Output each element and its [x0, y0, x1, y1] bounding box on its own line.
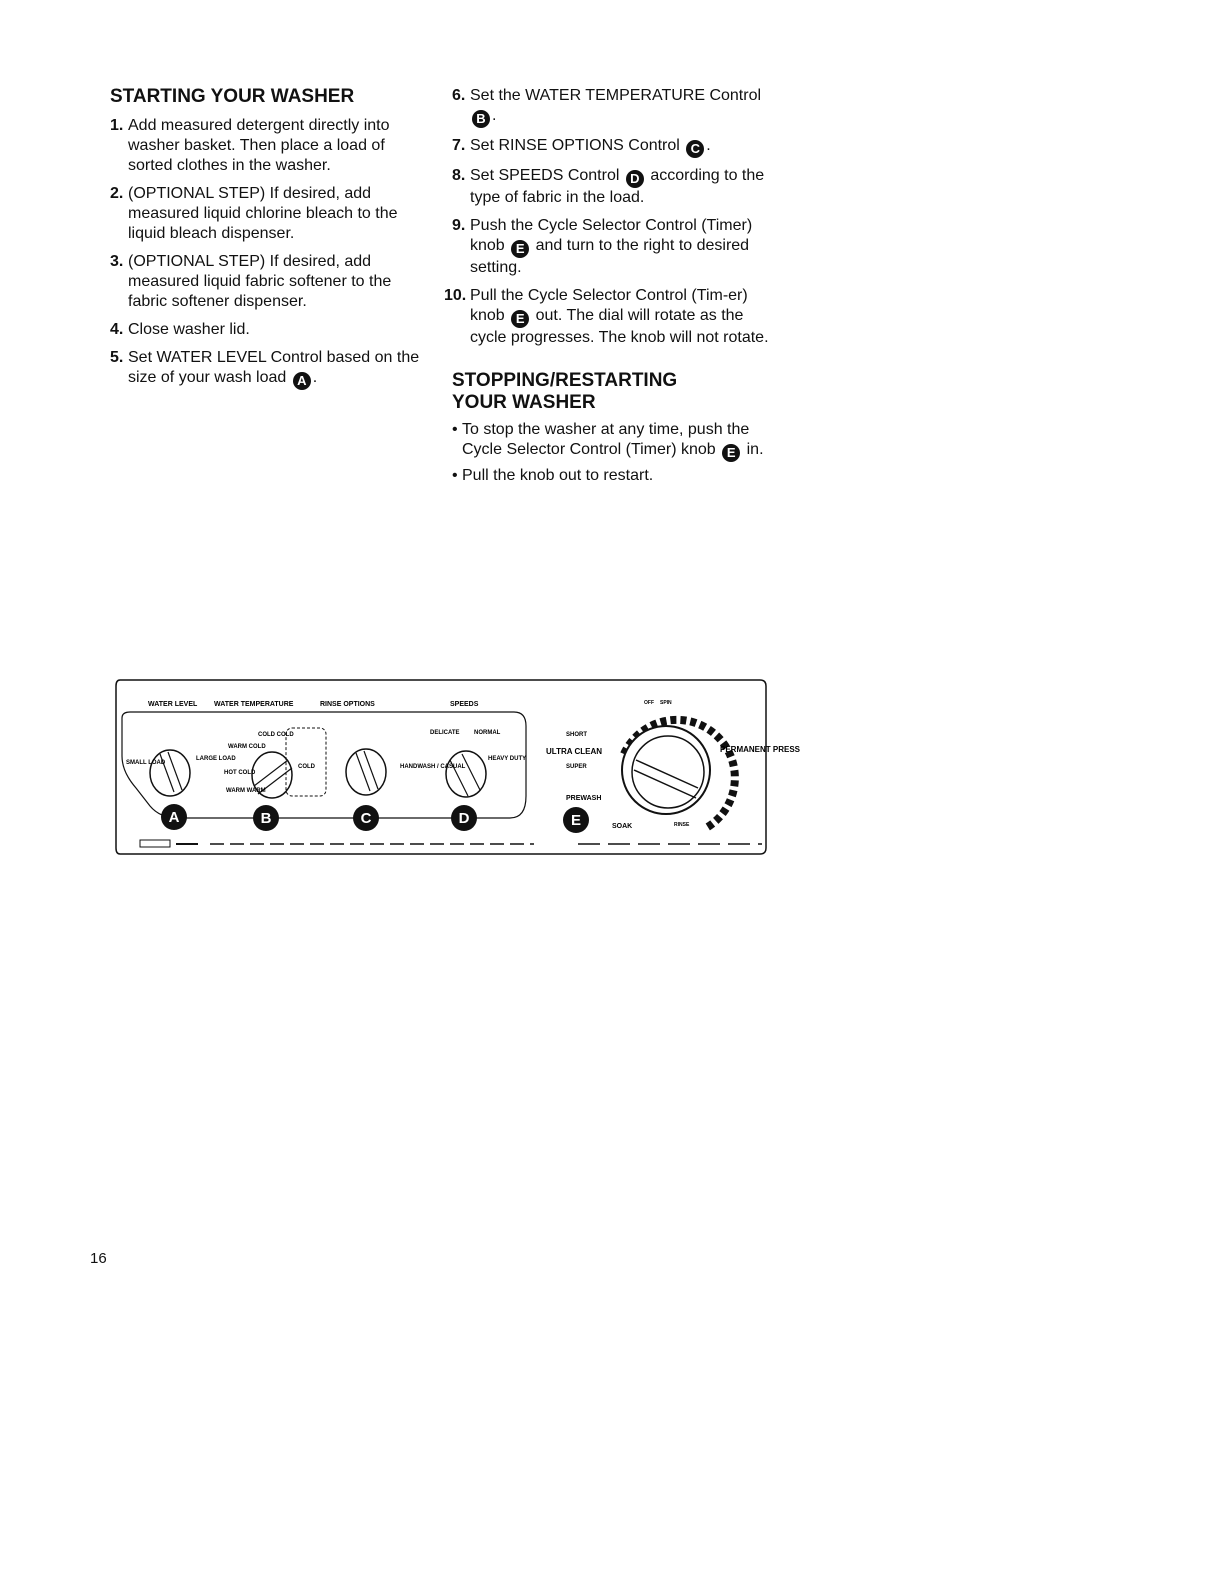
step-number: 10. — [444, 287, 467, 304]
step-number: 4. — [110, 321, 124, 338]
step-5 — [110, 348, 430, 390]
badge-e-icon: E — [722, 444, 740, 462]
control-panel-svg — [114, 676, 801, 858]
section-heading-starting: STARTING YOUR WASHER — [110, 86, 355, 107]
stopping-bullets — [452, 420, 782, 486]
step-8 — [452, 166, 782, 208]
label-warm-cold: WARM COLD — [228, 744, 266, 750]
step-tail: out. The dial will rotate as the cycle progresses. The knob will not rotate. — [470, 307, 769, 346]
step-tail: . — [312, 369, 318, 386]
rinse-options-knob[interactable] — [346, 749, 386, 795]
stopping-section — [452, 370, 782, 486]
badge-c — [353, 805, 379, 831]
cycle-selector-dial[interactable] — [622, 720, 735, 828]
svg-text:E: E — [570, 812, 582, 829]
badge-e-icon: E — [511, 310, 529, 328]
label-super: SUPER — [566, 764, 587, 770]
step-number: 9. — [452, 217, 466, 234]
badge-a-icon: A — [293, 372, 311, 390]
step-text: Add measured detergent directly into washer basket. Then place a load of sorted clothes in the washer. — [128, 117, 390, 174]
label-ultra-clean: ULTRA CLEAN — [546, 747, 602, 756]
section-heading-stopping — [452, 370, 782, 414]
step-tail: according to the type of fabric in the load. — [470, 167, 765, 206]
step-text: (OPTIONAL STEP) If desired, add measured liquid chlorine bleach to the liquid bleach dispenser. — [128, 185, 398, 242]
badge-d-icon: D — [626, 170, 644, 188]
step-tail: . — [492, 107, 497, 124]
step-6 — [452, 86, 782, 128]
right-column — [444, 86, 782, 490]
step-3 — [110, 252, 430, 312]
label-off: OFF — [644, 700, 654, 706]
step-1 — [110, 116, 430, 176]
continuing-steps-list — [444, 86, 782, 348]
step-text: Set the WATER TEMPERATURE Control — [470, 87, 762, 104]
label-prewash: PREWASH — [566, 795, 602, 802]
bullet-text: Pull the knob out to restart. — [462, 467, 654, 484]
bullet-item — [452, 420, 782, 462]
water-level-knob[interactable] — [150, 750, 190, 796]
badge-d — [451, 805, 477, 831]
badge-e-icon: E — [511, 240, 529, 258]
step-number: 8. — [452, 167, 466, 184]
label-warm-warm: WARM WARM — [226, 788, 266, 794]
control-panel-illustration — [114, 676, 801, 858]
step-number: 3. — [110, 253, 124, 270]
badge-e — [563, 807, 589, 833]
svg-text:C: C — [360, 810, 372, 827]
step-4 — [110, 320, 430, 340]
label-rinse-options: RINSE OPTIONS — [320, 701, 375, 708]
step-text: Pull the Cycle Selector Control (Tim-er) knob — [470, 287, 748, 324]
panel-bottom-strip — [140, 840, 762, 847]
label-normal: NORMAL — [474, 730, 501, 736]
heading-line-1: STOPPING/RESTARTING — [452, 370, 678, 391]
heading-line-2: YOUR WASHER — [452, 392, 596, 413]
label-cold: COLD — [298, 764, 315, 770]
step-7 — [452, 136, 782, 158]
label-heavy-duty: HEAVY DUTY — [488, 756, 527, 762]
speeds-knob[interactable] — [446, 751, 486, 797]
label-hot-cold: HOT COLD — [224, 770, 256, 776]
temp-bracket — [286, 728, 326, 796]
bullet-item — [452, 466, 782, 486]
bullet-tail: in. — [746, 441, 764, 458]
step-text: Set WATER LEVEL Control based on the size of your wash load — [128, 349, 420, 386]
badge-a — [161, 804, 187, 830]
label-water-level: WATER LEVEL — [148, 701, 198, 708]
step-tail: . — [706, 137, 711, 154]
label-small-load: SMALL LOAD — [126, 760, 166, 766]
step-text: Set SPEEDS Control — [470, 167, 620, 184]
step-number: 1. — [110, 117, 124, 134]
label-handwash-casual: HANDWASH / CASUAL — [400, 764, 466, 770]
label-delicate: DELICATE — [430, 730, 460, 736]
step-text: Push the Cycle Selector Control (Timer) knob — [470, 217, 753, 254]
badge-b-icon: B — [472, 110, 490, 128]
label-large-load: LARGE LOAD — [196, 756, 236, 762]
step-2 — [110, 184, 430, 244]
svg-text:A: A — [168, 809, 180, 826]
badge-b — [253, 805, 279, 831]
left-column — [110, 86, 430, 398]
step-9 — [452, 216, 782, 278]
label-speeds: SPEEDS — [450, 701, 479, 708]
bullet-text: To stop the washer at any time, push the Cycle Selector Control (Timer) knob — [462, 421, 750, 458]
label-permanent-press: PERMANENT PRESS — [720, 745, 801, 754]
step-text: Set RINSE OPTIONS Control — [470, 137, 680, 154]
step-number: 2. — [110, 185, 124, 202]
step-text: (OPTIONAL STEP) If desired, add measured liquid fabric softener to the fabric softener dispenser. — [128, 253, 392, 310]
label-soak: SOAK — [612, 823, 633, 830]
page-number: 16 — [90, 1250, 107, 1267]
label-water-temperature: WATER TEMPERATURE — [214, 701, 294, 708]
label-spin: SPIN — [660, 700, 672, 706]
step-number: 6. — [452, 87, 466, 104]
label-cold-cold: COLD COLD — [258, 732, 294, 738]
svg-text:D: D — [458, 810, 470, 827]
badge-c-icon: C — [686, 140, 704, 158]
step-text: Close washer lid. — [128, 321, 250, 338]
step-number: 7. — [452, 137, 466, 154]
svg-text:B: B — [260, 810, 272, 827]
label-rinse: RINSE — [674, 822, 690, 828]
starting-steps-list — [110, 116, 430, 390]
step-number: 5. — [110, 349, 124, 366]
step-10 — [444, 286, 782, 348]
step-tail: and turn to the right to desired setting. — [470, 237, 750, 276]
label-short: SHORT — [566, 732, 587, 738]
